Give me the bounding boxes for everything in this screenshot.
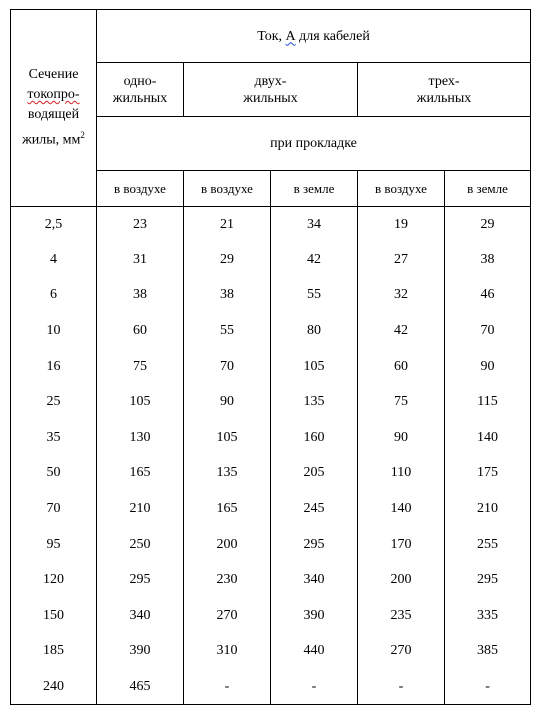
- cell-two-air: 270: [184, 598, 271, 634]
- cell-three-air: 200: [358, 562, 445, 598]
- section-column-header: [11, 10, 97, 207]
- cell-section: 10: [11, 313, 97, 349]
- current-title-unit: А: [285, 28, 296, 44]
- cell-three-ground: -: [445, 669, 531, 705]
- cell-section: 120: [11, 562, 97, 598]
- cell-three-air: 75: [358, 384, 445, 420]
- table-row: [11, 634, 531, 670]
- cell-three-air: 235: [358, 598, 445, 634]
- table-row: [11, 669, 531, 705]
- table-row: [11, 456, 531, 492]
- cell-three-ground: 140: [445, 420, 531, 456]
- cell-single-air: 60: [97, 313, 184, 349]
- group-three-core: [358, 63, 531, 117]
- cell-two-ground: 160: [271, 420, 358, 456]
- cell-three-ground: 385: [445, 634, 531, 670]
- cell-two-ground: 42: [271, 242, 358, 278]
- sub-header-two-ground: в земле: [271, 171, 358, 207]
- group-single-line1: одно-: [123, 73, 157, 89]
- cell-three-air: 27: [358, 242, 445, 278]
- cell-single-air: 295: [97, 562, 184, 598]
- cell-three-ground: 175: [445, 456, 531, 492]
- cell-two-ground: -: [271, 669, 358, 705]
- cell-two-ground: 105: [271, 349, 358, 385]
- cell-two-air: 29: [184, 242, 271, 278]
- cell-section: 35: [11, 420, 97, 456]
- cell-section: 150: [11, 598, 97, 634]
- cell-three-ground: 90: [445, 349, 531, 385]
- table-row: [11, 598, 531, 634]
- table-row: [11, 349, 531, 385]
- cell-three-ground: 46: [445, 278, 531, 314]
- section-label-line3: водящей: [27, 107, 80, 123]
- cell-three-ground: 335: [445, 598, 531, 634]
- cell-two-air: 135: [184, 456, 271, 492]
- cell-two-air: 21: [184, 207, 271, 243]
- cell-two-air: 38: [184, 278, 271, 314]
- cell-three-ground: 38: [445, 242, 531, 278]
- current-title-pre: Ток,: [257, 28, 286, 44]
- cell-section: 4: [11, 242, 97, 278]
- cell-section: 185: [11, 634, 97, 670]
- cell-single-air: 23: [97, 207, 184, 243]
- cable-current-table-frame: [10, 9, 530, 709]
- cell-two-air: 70: [184, 349, 271, 385]
- current-title-post: для кабелей: [295, 28, 370, 44]
- cell-two-ground: 340: [271, 562, 358, 598]
- cell-three-air: 42: [358, 313, 445, 349]
- cell-three-air: 170: [358, 527, 445, 563]
- cell-two-ground: 295: [271, 527, 358, 563]
- cell-three-ground: 210: [445, 491, 531, 527]
- cell-three-air: 32: [358, 278, 445, 314]
- cell-single-air: 390: [97, 634, 184, 670]
- cell-single-air: 165: [97, 456, 184, 492]
- table-header: [11, 10, 531, 207]
- cell-single-air: 250: [97, 527, 184, 563]
- sub-header-three-air: в воздухе: [358, 171, 445, 207]
- table-body: [11, 207, 531, 705]
- cell-two-air: 105: [184, 420, 271, 456]
- cell-section: 16: [11, 349, 97, 385]
- section-label-line2: токопро-: [27, 87, 80, 103]
- cell-three-ground: 255: [445, 527, 531, 563]
- cell-two-ground: 205: [271, 456, 358, 492]
- group-single-line2: жильных: [112, 90, 168, 106]
- cell-two-ground: 245: [271, 491, 358, 527]
- cell-single-air: 340: [97, 598, 184, 634]
- cell-single-air: 38: [97, 278, 184, 314]
- cell-three-ground: 29: [445, 207, 531, 243]
- cell-two-air: 55: [184, 313, 271, 349]
- cable-current-table: [10, 9, 531, 705]
- table-row: [11, 384, 531, 420]
- table-row: [11, 527, 531, 563]
- cell-two-air: 310: [184, 634, 271, 670]
- sub-header-two-air: в воздухе: [184, 171, 271, 207]
- group-two-core: [184, 63, 358, 117]
- cell-two-ground: 80: [271, 313, 358, 349]
- cell-section: 50: [11, 456, 97, 492]
- cell-single-air: 105: [97, 384, 184, 420]
- cell-three-air: 19: [358, 207, 445, 243]
- cell-three-air: -: [358, 669, 445, 705]
- cell-single-air: 465: [97, 669, 184, 705]
- cell-three-air: 140: [358, 491, 445, 527]
- cell-section: 95: [11, 527, 97, 563]
- cell-single-air: 75: [97, 349, 184, 385]
- cell-section: 25: [11, 384, 97, 420]
- sub-header-single-air: в воздухе: [97, 171, 184, 207]
- sub-header-three-ground: в земле: [445, 171, 531, 207]
- cell-two-air: 165: [184, 491, 271, 527]
- table-row: [11, 313, 531, 349]
- cell-three-air: 110: [358, 456, 445, 492]
- section-label-line1: Сечение: [28, 67, 79, 83]
- cell-three-ground: 115: [445, 384, 531, 420]
- laying-label: при прокладке: [97, 117, 531, 171]
- cell-three-ground: 295: [445, 562, 531, 598]
- cell-two-ground: 55: [271, 278, 358, 314]
- cell-two-air: 90: [184, 384, 271, 420]
- cell-two-ground: 135: [271, 384, 358, 420]
- current-title: [97, 10, 531, 63]
- group-three-line2: жильных: [416, 90, 472, 106]
- cell-single-air: 210: [97, 491, 184, 527]
- table-row: [11, 242, 531, 278]
- cell-two-ground: 34: [271, 207, 358, 243]
- cell-three-ground: 70: [445, 313, 531, 349]
- table-row: [11, 562, 531, 598]
- cell-section: 2,5: [11, 207, 97, 243]
- cell-section: 6: [11, 278, 97, 314]
- table-row: [11, 420, 531, 456]
- cell-three-air: 60: [358, 349, 445, 385]
- section-label-unit: жилы, мм: [22, 132, 81, 148]
- cell-two-ground: 390: [271, 598, 358, 634]
- table-row: [11, 207, 531, 243]
- group-single-core: [97, 63, 184, 117]
- table-row: [11, 278, 531, 314]
- cell-two-ground: 440: [271, 634, 358, 670]
- table-row: [11, 491, 531, 527]
- section-label-line4: [11, 125, 96, 151]
- section-label-sup: 2: [80, 130, 85, 141]
- group-two-line2: жильных: [243, 90, 298, 106]
- cell-three-air: 90: [358, 420, 445, 456]
- cell-section: 240: [11, 669, 97, 705]
- cell-two-air: -: [184, 669, 271, 705]
- group-two-line1: двух-: [254, 73, 287, 89]
- cell-single-air: 31: [97, 242, 184, 278]
- cell-two-air: 230: [184, 562, 271, 598]
- cell-section: 70: [11, 491, 97, 527]
- cell-single-air: 130: [97, 420, 184, 456]
- cell-three-air: 270: [358, 634, 445, 670]
- cell-two-air: 200: [184, 527, 271, 563]
- group-three-line1: трех-: [428, 73, 460, 89]
